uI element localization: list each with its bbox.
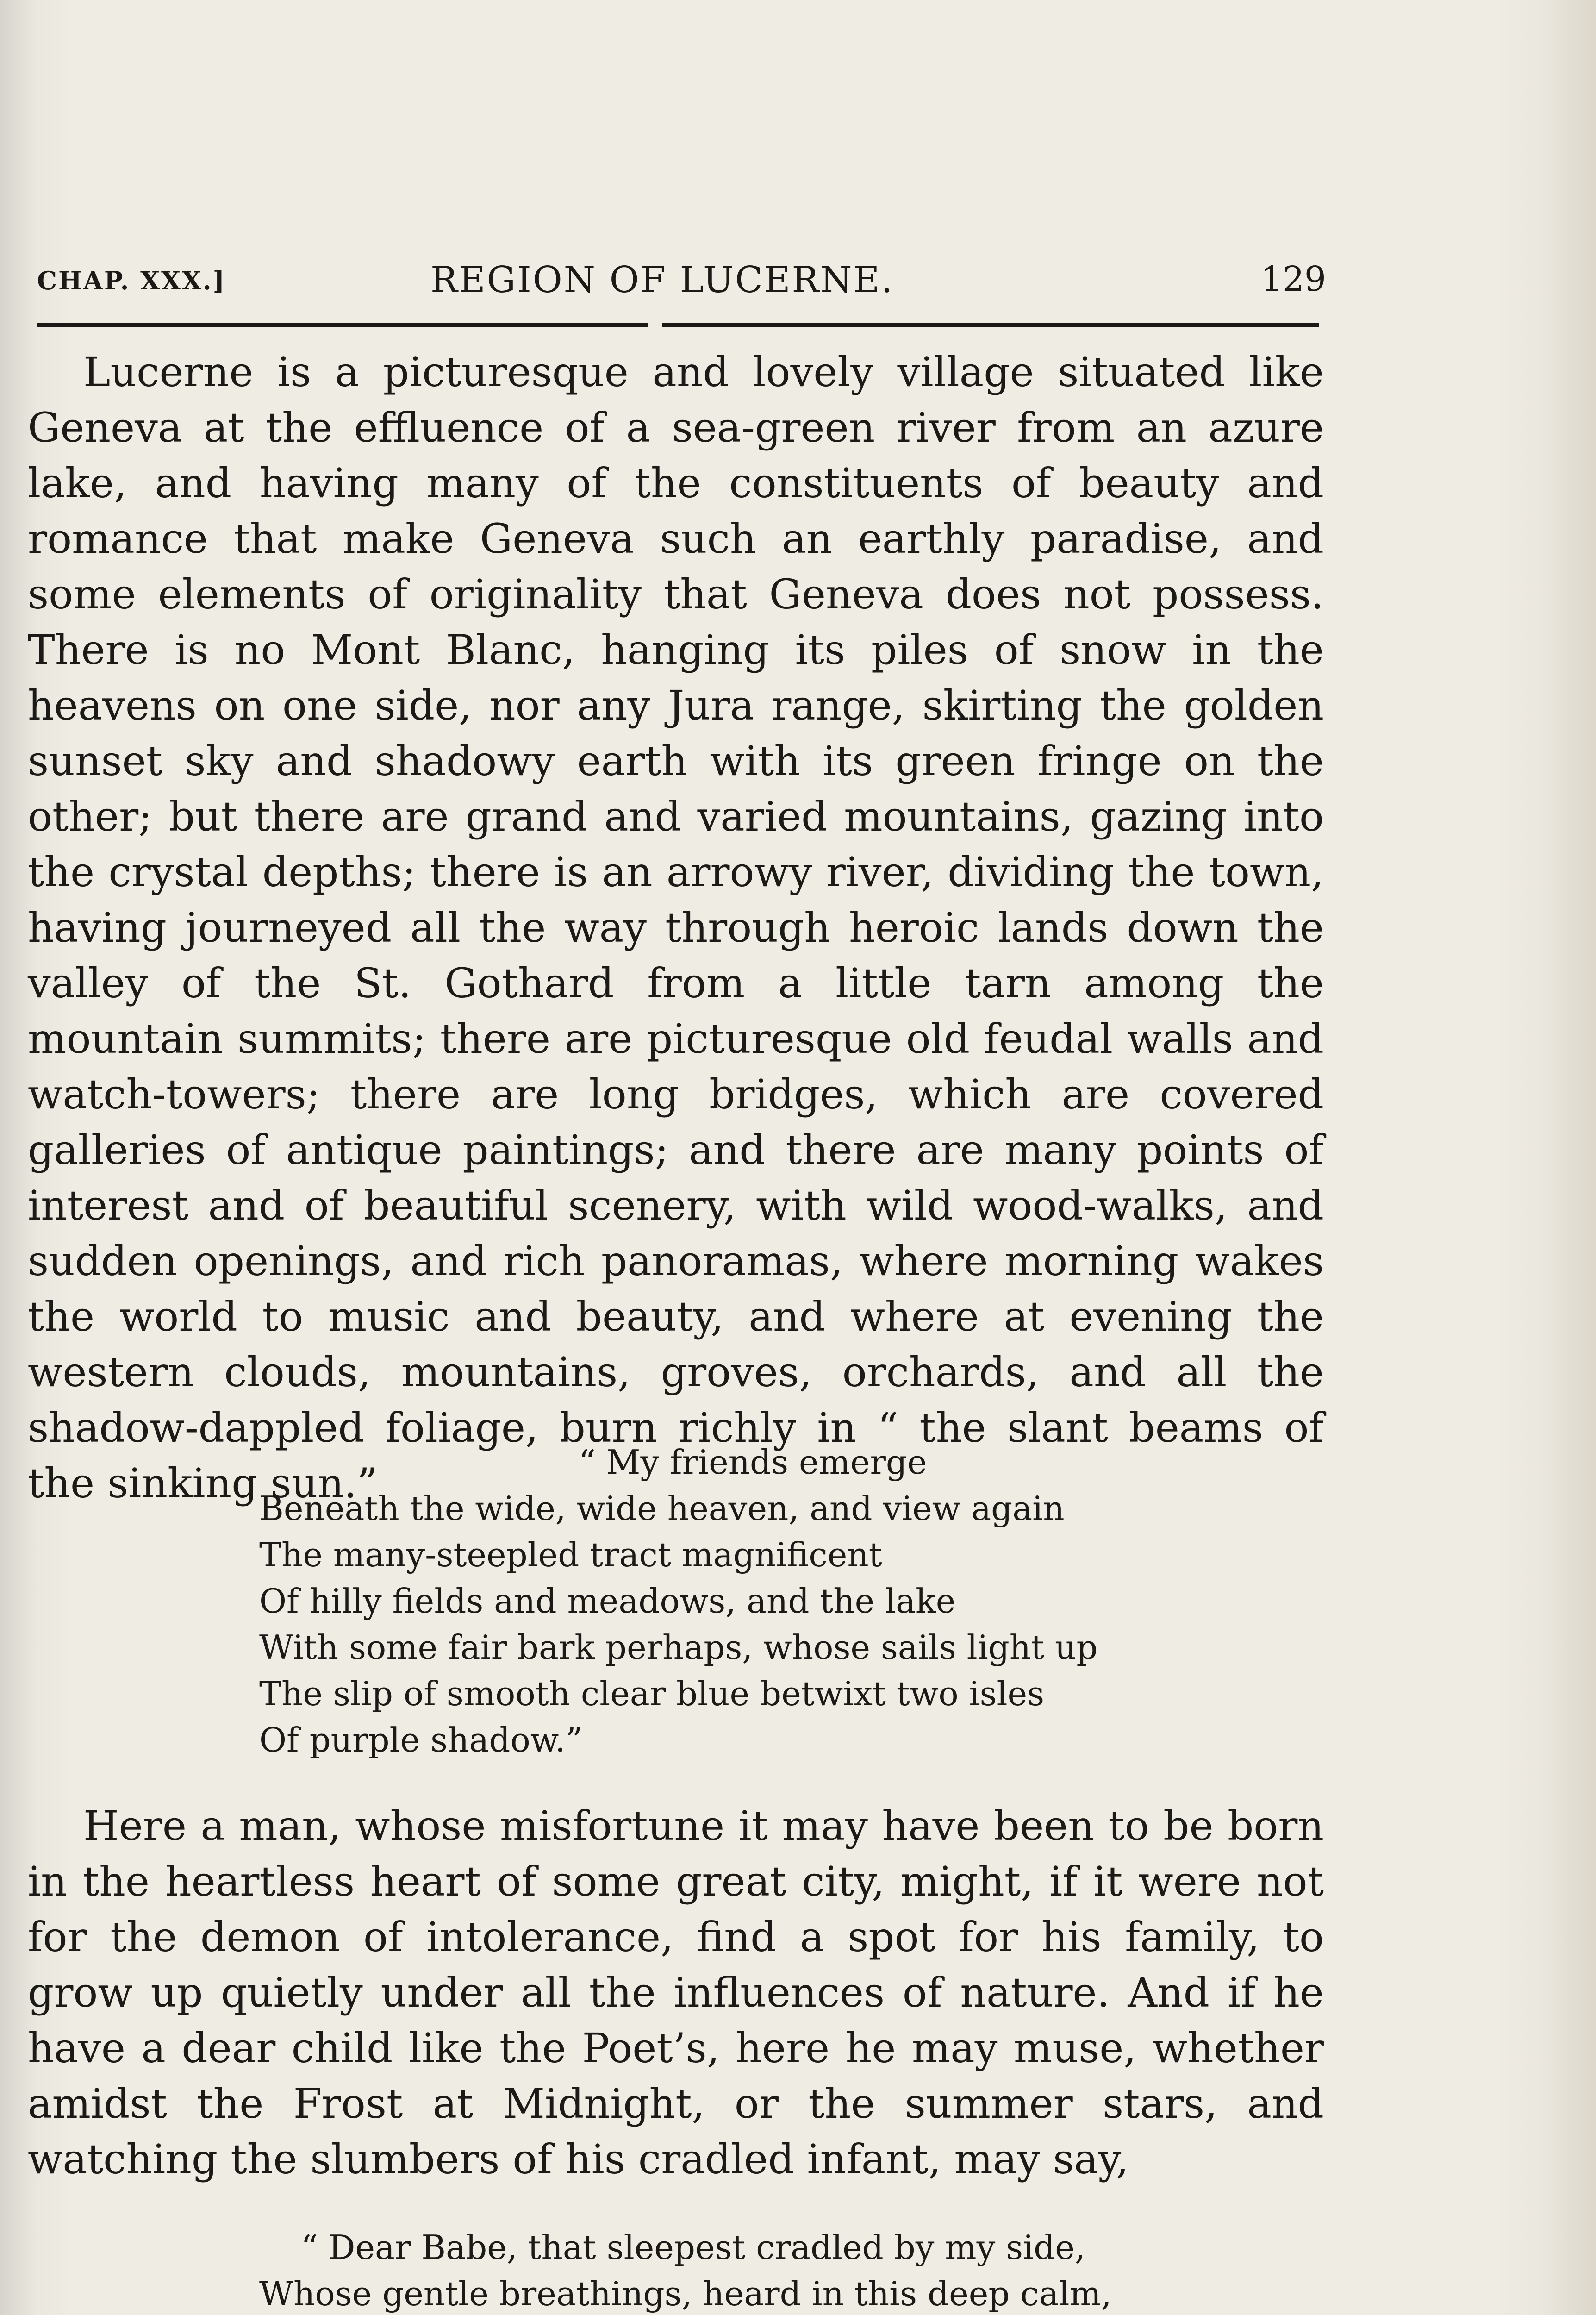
header-rule-left — [37, 323, 648, 327]
running-header — [37, 254, 1326, 309]
verse-line: The many-steepled tract magnificent — [259, 1535, 882, 1574]
page-number: 129 — [1260, 259, 1326, 299]
paragraph-lucerne: Lucerne is a picturesque and lovely village situated like Geneva at the effluence of a sea-green river from an azure lake, and having many of the constituents of beauty and romance that make Geneva such an earthly paradise, and some elements of originality that Geneva does not possess. There is no Mont Blanc, hanging its piles of snow in the heavens on one side, nor any Jura range, skirting the golden sunset sky and shadowy earth with its green fringe on the other; but there are grand and varied mountains, gazing into the crystal depths; there is an arrowy river, dividing the town, having journeyed all the way through heroic lands down the valley of the St. Gothard from a little tarn among the mountain summits; there are picturesque old feudal walls and watch-towers; there are long bridges, which are covered galleries of antique paintings; and there are many points of interest and of beautiful scenery, with wild wood-walks, and sudden openings, and rich panoramas, where morning wakes the world to music and beauty, and where at evening the western clouds, mountains, groves, orchards, and all the shadow-dappled foliage, burn richly in “ the slant beams of the sinking sun.” — [28, 348, 1324, 1507]
verse-line: The slip of smooth clear blue betwixt two isles — [259, 1674, 1045, 1713]
header-rule-right — [662, 323, 1319, 327]
paragraph-city-man: Here a man, whose misfortune it may have been to be born in the heartless heart of some great city, might, if it were not for the demon of intolerance, find a spot for his family, to grow up quietly under all the influences of nature. And if he have a dear child like the Poet’s, here he may muse, whether amidst the Frost at Midnight, or the summer stars, and watching the slumbers of his cradled infant, may say, — [28, 1802, 1324, 2183]
running-title: REGION OF LUCERNE. — [430, 259, 894, 301]
verse-quotation-2 — [259, 2224, 1185, 2315]
verse-quotation-1 — [259, 1439, 1185, 1763]
header-rule — [37, 323, 1319, 329]
verse-line: With some fair bark perhaps, whose sails light up — [259, 1628, 1098, 1667]
verse-line: Whose gentle breathings, heard in this deep calm, — [259, 2274, 1112, 2313]
verse-line: Of purple shadow.” — [259, 1721, 583, 1759]
verse-line: “ Dear Babe, that sleepest cradled by my side, — [301, 2228, 1085, 2267]
verse-line: Of hilly fields and meadows, and the lake — [259, 1582, 956, 1620]
verse-line: Beneath the wide, wide heaven, and view again — [259, 1489, 1065, 1528]
verse-line: “ My friends emerge — [579, 1443, 927, 1482]
chapter-label: CHAP. XXX.] — [37, 266, 226, 295]
